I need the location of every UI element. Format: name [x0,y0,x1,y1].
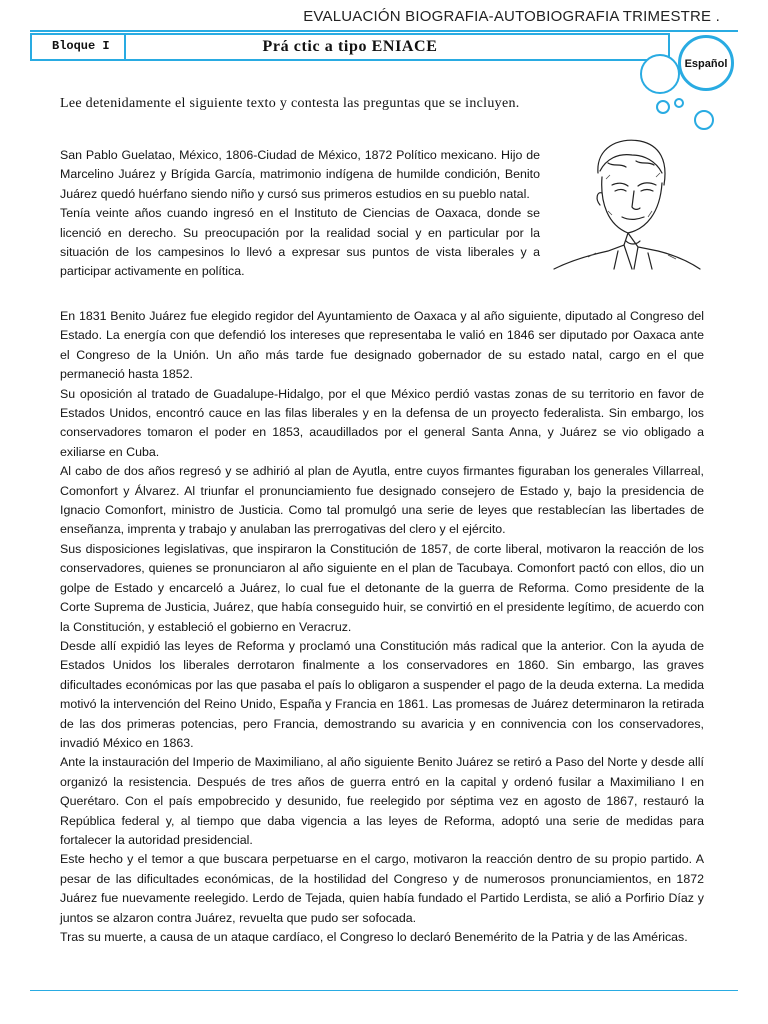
paragraph: Tenía veinte años cuando ingresó en el Instituto de Ciencias de Oaxaca, donde se licenció en derecho. Su preocupación por la realidad social y en particular por la situación de los campesinos lo llevó a expresar sus puntos de vista liberales y a participar activamente en política. [60,206,540,279]
paragraph: Sus disposiciones legislativas, que inspiraron la Constitución de 1857, de corte liberal, motivaron la reacción de los conservadores, quienes se pronunciaron al año siguiente en el plan de Tacubaya. Comonfort pactó con ellos, dio un golpe de Estado y encarceló a Juárez, lo cual fue el detonante de la guerra de Reforma. Como presidente de la Corte Suprema de Justicia, Juárez, que había conseguido huir, se convirtió en el presidente legítimo, de acuerdo con la Constitución, y estableció el gobierno en Veracruz. [60,541,704,634]
header-divider [30,30,738,32]
bloque-label: Bloque I [32,35,126,59]
practice-title: Prá ctic a tipo ENIACE [262,38,438,55]
paragraph: Tras su muerte, a causa de un ataque cardíaco, el Congreso lo declaró Benemérito de la Patria y de las Américas. [60,930,688,944]
header-bar [30,33,670,61]
subject-label: Español [684,58,728,70]
paragraph: Desde allí expidió las leyes de Reforma y proclamó una Constitución más radical que la anterior. Con la ayuda de Estados Unidos los liberales derrotaron finalmente a los conservadores en 1860. Sin embargo, las graves dificultades económicas por las que pasaba el país lo obligaron a suspender el pago de la deuda externa. La medida motivó la intervención del Reino Unido, España y Francia en 1861. Las promesas de Juárez determinaron la retirada de las dos primeras potencias, pero Francia, demostrando su avaricia y en connivencia con los conservadores, invadió México en 1863. [60,638,704,750]
document-title: EVALUACIÓN BIOGRAFIA-AUTOBIOGRAFIA TRIMESTRE . [303,8,720,25]
decorative-circle [656,100,670,114]
paragraph: Su oposición al tratado de Guadalupe-Hidalgo, por el que México perdió vastas zonas de su territorio en favor de Estados Unidos, encontró cauce en las filas liberales y en la defensa de un proyecto federalista. Sin embargo, los conservadores tomaron el poder en 1853, acaudillados por el general Santa Anna, y Juárez se vio obligado a exiliarse en Cuba. [60,386,704,459]
paragraph: Este hecho y el temor a que buscara perpetuarse en el cargo, motivaron la reacción dentro de su propio partido. A pesar de las dificultades económicas, de la hostilidad del Congreso y de numerosos pronunciamientos, en 1872 Juárez fue nuevamente reelegido. Lerdo de Tejada, quien había fundado el Partido Lerdista, se alió a Porfirio Díaz y juntos se alzaron contra Juárez, revuelta que pudo ser sofocada. [60,852,704,925]
benito-juarez-portrait [548,133,704,271]
instructions: Lee detenidamente el siguiente texto y contesta las preguntas que se incluyen. [60,96,520,111]
paragraph: En 1831 Benito Juárez fue elegido regidor del Ayuntamiento de Oaxaca y al año siguiente, diputado al Congreso del Estado. La energía con que defendió los intereses que representaba le valió en 1846 ser diputado por Oaxaca ante el Congreso de la Unión. Un año más tarde fue designado gobernador de su estado natal, cargo en el que permaneció hasta 1852. [60,309,704,382]
decorative-circle [694,110,714,130]
paragraph: Ante la instauración del Imperio de Maximiliano, al año siguiente Benito Juárez se retiró a Paso del Norte y desde allí organizó la resistencia. Después de tres años de guerra entró en la capital y ordenó fusilar a Maximiliano I en Querétaro. Con el país empobrecido y desunido, fue reelegido por séptima vez en agosto de 1867, restauró la República federal y, al tiempo que daba vigencia a las leyes de Reforma, adoptó una serie de medidas para fortalecer la autoridad presidencial. [60,755,704,847]
intro-text [60,146,540,282]
biography-text [60,307,704,947]
paragraph: Al cabo de dos años regresó y se adhirió al plan de Ayutla, entre cuyos firmantes figuraban los generales Villarreal, Comonfort y Álvarez. Al triunfar el pronunciamiento fue designado consejero de Estado y, bajo la presidencia de Ignacio Comonfort, ministro de Justicia. Como tal promulgó una serie de leyes que restablecían las libertades de enseñanza, imprenta y trabajo y anulaban las prerrogativas del clero y el ejército. [60,464,704,537]
footer-divider [30,990,738,991]
decorative-circle [674,98,684,108]
paragraph: San Pablo Guelatao, México, 1806-Ciudad de México, 1872 Político mexicano. Hijo de Marcelino Juárez y Brígida García, matrimonio indígena de humilde condición, Benito Juárez quedó huérfano siendo niño y cursó sus primeros estudios en su pueblo natal. [60,148,540,201]
decorative-circle [640,54,680,94]
